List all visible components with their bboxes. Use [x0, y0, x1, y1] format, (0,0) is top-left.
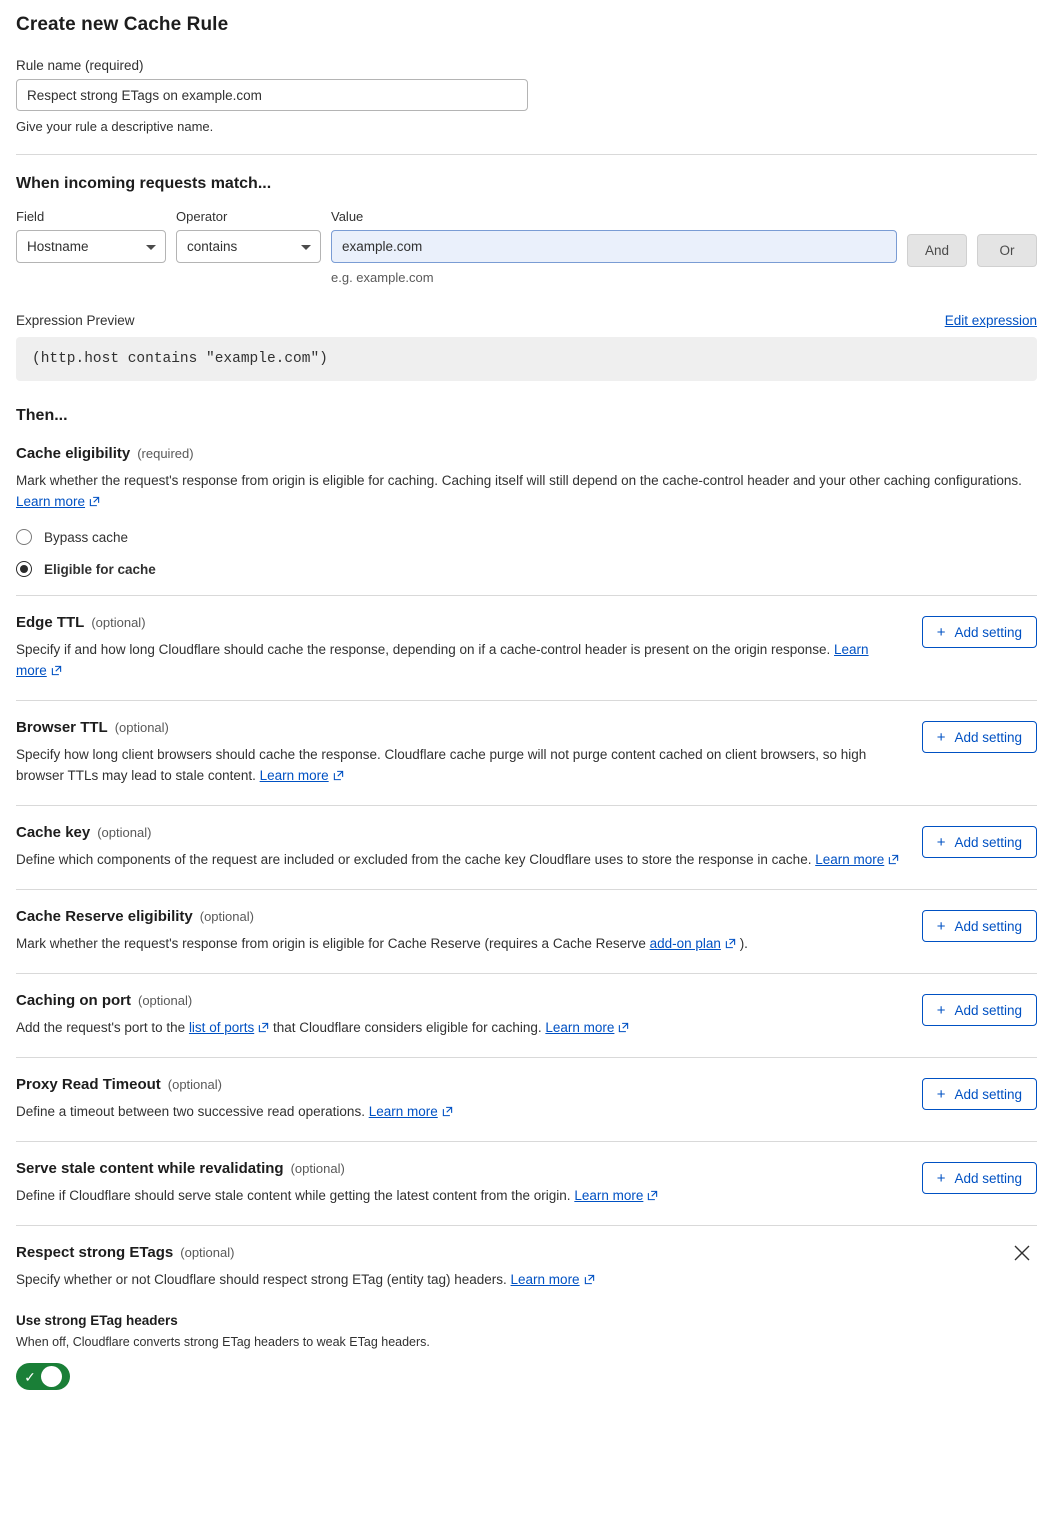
setting-desc-text: Specify whether or not Cloudflare should respect strong ETag (entity tag) headers.: [16, 1272, 511, 1287]
add-setting-label: Add setting: [954, 729, 1022, 745]
setting-desc-text: Define if Cloudflare should serve stale content while getting the latest content from the origin.: [16, 1188, 575, 1203]
match-section-title: When incoming requests match...: [16, 175, 272, 192]
expression-preview-header: [16, 313, 1037, 328]
and-button[interactable]: And: [907, 234, 967, 267]
add-setting-button[interactable]: [922, 616, 1037, 648]
setting-cache-key: [16, 805, 1037, 889]
close-icon[interactable]: [1011, 1242, 1033, 1264]
setting-desc-text: Specify how long client browsers should cache the response. Cloudflare cache purge will not purge content cached on client browsers, so high browser TTLs may lead to stale content.: [16, 747, 867, 783]
learn-more-link[interactable]: Learn more: [259, 768, 329, 783]
value-hint: e.g. example.com: [331, 270, 434, 285]
external-link-icon: [258, 1018, 269, 1039]
setting-desc: [16, 1101, 902, 1123]
add-setting-button[interactable]: [922, 1162, 1037, 1194]
setting-tag: (optional): [167, 1077, 222, 1092]
and-button-wrap: [907, 209, 967, 267]
external-link-icon: [333, 766, 344, 787]
cache-eligibility-desc-text: Mark whether the request's response from origin is eligible for caching. Caching itself will still depend on the cache-control header and your other caching configurations.: [16, 473, 1022, 488]
add-setting-button[interactable]: [922, 910, 1037, 942]
check-icon: ✓: [24, 1368, 36, 1385]
radio-bypass-cache-label: Bypass cache: [44, 529, 129, 545]
plus-icon: +: [936, 1085, 946, 1103]
setting-desc-text-2: ).: [735, 936, 748, 951]
radio-icon: [16, 529, 32, 545]
value-column: [331, 209, 897, 285]
add-setting-label: Add setting: [954, 624, 1022, 640]
radio-eligible-for-cache[interactable]: [16, 561, 1037, 577]
field-select[interactable]: [16, 230, 166, 263]
edit-expression-link[interactable]: Edit expression: [944, 313, 1037, 328]
rule-name-label: Rule name (required): [16, 58, 144, 73]
add-setting-label: Add setting: [954, 1086, 1022, 1102]
divider: [16, 154, 1037, 155]
setting-respect-strong-etags: [16, 1225, 1037, 1404]
then-title: Then...: [16, 407, 68, 424]
rule-name-input[interactable]: [16, 79, 528, 111]
cache-eligibility-head: [16, 445, 1037, 462]
setting-desc: [16, 849, 902, 871]
setting-name: Respect strong ETags: [16, 1244, 174, 1261]
add-setting-button[interactable]: [922, 721, 1037, 753]
field-select-value: Hostname: [27, 239, 89, 254]
radio-bypass-cache[interactable]: [16, 529, 1037, 545]
cache-eligibility-block: [16, 445, 1037, 577]
setting-tag: (optional): [290, 1161, 345, 1176]
field-column: [16, 209, 166, 263]
add-setting-button[interactable]: [922, 994, 1037, 1026]
external-link-icon: [89, 492, 100, 513]
learn-more-link[interactable]: Learn more: [815, 852, 885, 867]
setting-desc: [16, 639, 902, 682]
chevron-down-icon: [146, 245, 156, 250]
external-link-icon: [647, 1186, 658, 1207]
add-setting-label: Add setting: [954, 918, 1022, 934]
external-link-icon: [888, 850, 899, 871]
expression-preview-label: Expression Preview: [16, 313, 135, 328]
setting-desc: [16, 1269, 1036, 1291]
spacer: [16, 577, 1037, 595]
plus-icon: +: [936, 1169, 946, 1187]
field-label: Field: [16, 209, 45, 224]
use-strong-etag-headers-toggle[interactable]: [16, 1363, 70, 1390]
learn-more-link[interactable]: Learn more: [16, 642, 869, 678]
setting-desc-text: Define a timeout between two successive read operations.: [16, 1104, 369, 1119]
toggle-knob: [41, 1366, 62, 1387]
learn-more-link[interactable]: Learn more: [574, 1188, 644, 1203]
add-setting-label: Add setting: [954, 1002, 1022, 1018]
setting-name: Browser TTL: [16, 719, 108, 736]
use-strong-etag-headers-desc: When off, Cloudflare converts strong ETag headers to weak ETag headers.: [16, 1335, 430, 1349]
setting-name: Cache Reserve eligibility: [16, 908, 193, 925]
condition-row: [16, 209, 1037, 285]
setting-desc: [16, 744, 902, 787]
plus-icon: +: [936, 917, 946, 935]
setting-name: Proxy Read Timeout: [16, 1076, 161, 1093]
setting-desc-text: Define which components of the request are included or excluded from the cache key Cloudflare uses to store the response in cache.: [16, 852, 816, 867]
add-setting-button[interactable]: [922, 1078, 1037, 1110]
list-of-ports-link[interactable]: list of ports: [188, 1020, 255, 1035]
setting-tag: (optional): [180, 1245, 235, 1260]
external-link-icon: [725, 934, 736, 955]
setting-proxy-read-timeout: [16, 1057, 1037, 1141]
setting-name: Edge TTL: [16, 614, 85, 631]
setting-caching-on-port: [16, 973, 1037, 1057]
chevron-down-icon: [301, 245, 311, 250]
cache-eligibility-desc: [16, 470, 1036, 513]
add-on-plan-link[interactable]: add-on plan: [649, 936, 721, 951]
learn-more-link[interactable]: Learn more: [368, 1104, 438, 1119]
setting-tag: (optional): [91, 615, 146, 630]
plus-icon: +: [936, 833, 946, 851]
setting-desc-text: Specify if and how long Cloudflare should cache the response, depending on if a cache-control header is present on the origin response.: [16, 642, 835, 657]
add-setting-label: Add setting: [954, 834, 1022, 850]
learn-more-link[interactable]: Learn more: [545, 1020, 615, 1035]
learn-more-link[interactable]: Learn more: [510, 1272, 580, 1287]
cache-eligibility-tag: (required): [137, 446, 194, 461]
setting-name: Serve stale content while revalidating: [16, 1160, 284, 1177]
setting-desc: [16, 1185, 902, 1207]
setting-edge-ttl: [16, 595, 1037, 700]
external-link-icon: [618, 1018, 629, 1039]
rule-name-group: [16, 58, 1037, 134]
add-setting-label: Add setting: [954, 1170, 1022, 1186]
page-title: Create new Cache Rule: [16, 14, 229, 35]
learn-more-link[interactable]: Learn more: [16, 494, 86, 509]
external-link-icon: [51, 661, 62, 682]
setting-name: Cache key: [16, 824, 91, 841]
plus-icon: +: [936, 1001, 946, 1019]
use-strong-etag-headers-label: Use strong ETag headers: [16, 1313, 178, 1328]
setting-cache-reserve-eligibility: [16, 889, 1037, 973]
setting-tag: (optional): [97, 825, 152, 840]
operator-select-value: contains: [187, 239, 238, 254]
operator-column: [176, 209, 321, 263]
radio-icon-selected: [16, 561, 32, 577]
setting-desc: [16, 933, 902, 955]
or-button-wrap: [977, 209, 1037, 267]
external-link-icon: [584, 1270, 595, 1291]
setting-tag: (optional): [199, 909, 254, 924]
expression-preview-box: (http.host contains "example.com"): [16, 337, 1037, 381]
external-link-icon: [442, 1102, 453, 1123]
value-label: Value: [331, 209, 364, 224]
or-button[interactable]: Or: [977, 234, 1037, 267]
setting-browser-ttl: [16, 700, 1037, 805]
cache-eligibility-name: Cache eligibility: [16, 445, 131, 462]
operator-label: Operator: [176, 209, 228, 224]
setting-serve-stale-content: [16, 1141, 1037, 1225]
setting-desc-text: Add the request's port to the: [16, 1020, 189, 1035]
add-setting-button[interactable]: [922, 826, 1037, 858]
setting-desc: [16, 1017, 902, 1039]
value-input[interactable]: [331, 230, 897, 263]
rule-name-helper: Give your rule a descriptive name.: [16, 119, 214, 134]
radio-eligible-for-cache-label: Eligible for cache: [44, 561, 156, 577]
plus-icon: +: [936, 623, 946, 641]
setting-name: Caching on port: [16, 992, 131, 1009]
setting-tag: (optional): [138, 993, 193, 1008]
plus-icon: +: [936, 728, 946, 746]
setting-tag: (optional): [114, 720, 169, 735]
setting-desc-text: Mark whether the request's response from origin is eligible for Cache Reserve (requires a Cache Reserve: [16, 936, 650, 951]
setting-desc-text-2: that Cloudflare considers eligible for caching.: [269, 1020, 546, 1035]
operator-select[interactable]: [176, 230, 321, 263]
